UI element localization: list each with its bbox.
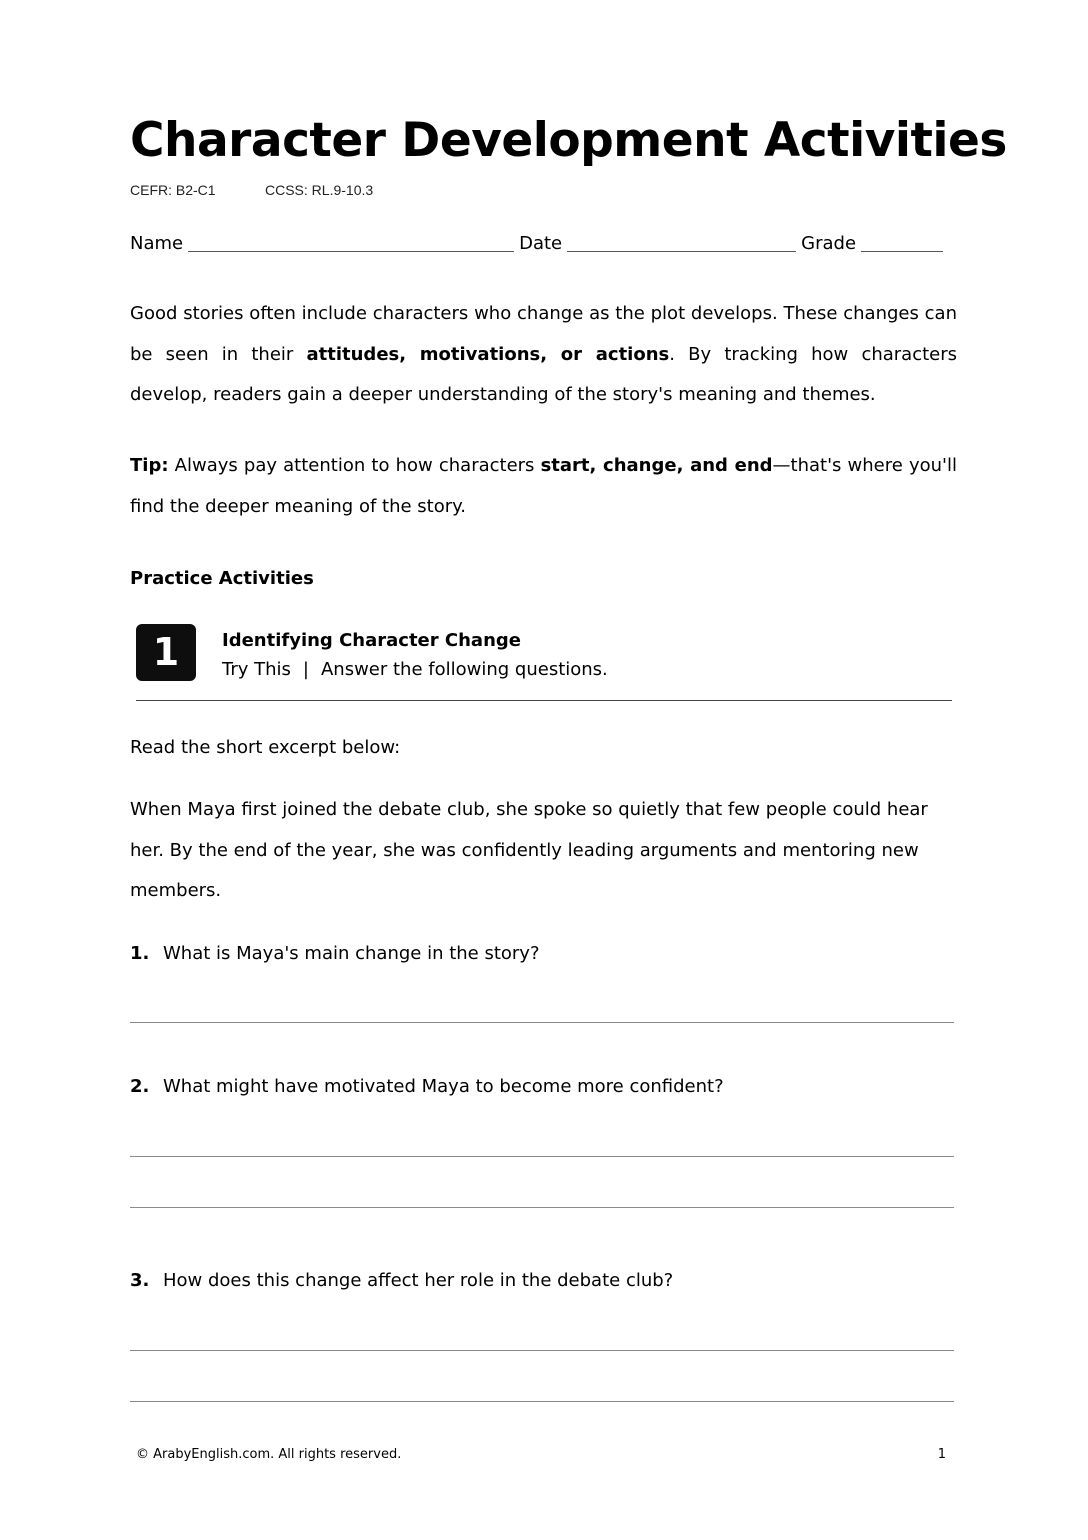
activity-divider bbox=[136, 700, 952, 701]
activity-number-badge: 1 bbox=[136, 624, 196, 681]
cefr-level: CEFR: B2-C1 bbox=[130, 182, 216, 198]
intro-emphasis: attitudes, motivations, or actions bbox=[306, 343, 670, 365]
student-info-row bbox=[130, 230, 956, 256]
answer-line[interactable] bbox=[130, 1350, 954, 1351]
answer-line[interactable] bbox=[130, 1022, 954, 1023]
question-number: 1. bbox=[130, 943, 150, 964]
footer-copyright: © ArabyEnglish.com. All rights reserved. bbox=[136, 1447, 402, 1462]
tip-text: Always pay attention to how characters bbox=[168, 455, 541, 476]
name-label: Name bbox=[130, 233, 184, 254]
question-text: What might have motivated Maya to become more confident? bbox=[163, 1076, 724, 1097]
grade-field[interactable] bbox=[861, 250, 943, 252]
page-title: Character Development Activities bbox=[130, 113, 1007, 168]
activity-subtitle bbox=[222, 657, 608, 683]
intro-paragraph bbox=[130, 294, 957, 416]
question-3 bbox=[130, 1268, 673, 1294]
name-field[interactable] bbox=[188, 250, 514, 252]
activity-separator: | bbox=[302, 659, 309, 680]
excerpt-line: members. bbox=[130, 880, 222, 901]
answer-line[interactable] bbox=[130, 1401, 954, 1402]
question-2 bbox=[130, 1074, 724, 1100]
intro-text-end: . By tracking how characters develop, readers gain a deeper understanding of the story's meaning and themes. bbox=[130, 343, 958, 405]
activity-sub-label: Try This bbox=[222, 659, 291, 680]
tip-paragraph bbox=[130, 446, 957, 527]
question-1 bbox=[130, 941, 540, 967]
page-number: 1 bbox=[937, 1447, 946, 1462]
question-number: 2. bbox=[130, 1076, 150, 1097]
intro-text: Good stories often include characters who change as the plot develops. These changes can be seen in their bbox=[130, 303, 957, 365]
activity-instruction: Answer the following questions. bbox=[320, 659, 608, 680]
excerpt-line: When Maya first joined the debate club, she spoke so quietly that few people could hear bbox=[130, 799, 928, 820]
grade-label: Grade bbox=[801, 233, 857, 254]
tip-emphasis: start, change, and end bbox=[540, 455, 773, 476]
tip-text-end: —that's where you'll find the deeper meaning of the story. bbox=[130, 455, 957, 517]
excerpt-line: her. By the end of the year, she was confidently leading arguments and mentoring new bbox=[130, 840, 919, 861]
question-number: 3. bbox=[130, 1270, 150, 1291]
ccss-standard: CCSS: RL.9-10.3 bbox=[265, 182, 374, 198]
section-heading: Practice Activities bbox=[130, 568, 314, 589]
question-text: What is Maya's main change in the story? bbox=[163, 943, 540, 964]
excerpt-prompt: Read the short excerpt below: bbox=[130, 737, 401, 758]
question-text: How does this change affect her role in the debate club? bbox=[163, 1270, 674, 1291]
tip-label: Tip: bbox=[130, 455, 169, 476]
date-field[interactable] bbox=[567, 250, 796, 252]
date-label: Date bbox=[519, 233, 563, 254]
activity-title: Identifying Character Change bbox=[222, 630, 521, 651]
answer-line[interactable] bbox=[130, 1207, 954, 1208]
answer-line[interactable] bbox=[130, 1156, 954, 1157]
